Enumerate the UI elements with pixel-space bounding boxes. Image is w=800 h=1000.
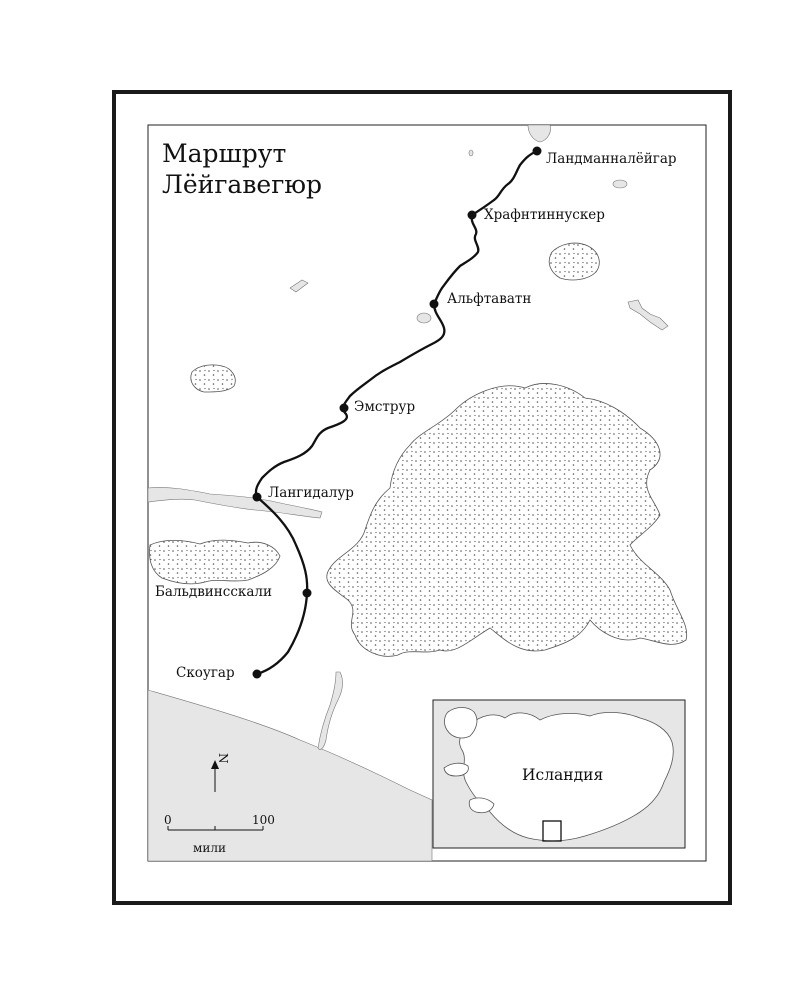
map-title-line1: Маршрут — [162, 139, 287, 168]
stop-marker-baldvinsskali — [303, 589, 312, 598]
scale-min: 0 — [164, 813, 172, 827]
stop-label-baldvinsskali: Бальдвинсскали — [155, 584, 272, 600]
stop-label-langidalur: Лангидалур — [268, 485, 354, 501]
stop-label-hrafntinnusker: Храфнтиннускер — [484, 207, 605, 223]
stop-marker-hrafntinnusker — [468, 211, 477, 220]
stop-marker-skogar — [253, 670, 262, 679]
lake — [613, 180, 627, 188]
north-label: N — [216, 753, 230, 764]
scale-unit: мили — [193, 841, 226, 855]
westfjords — [444, 708, 477, 739]
lake — [417, 313, 431, 323]
stop-label-emstrur: Эмструр — [354, 399, 416, 415]
inset-map — [433, 700, 685, 848]
stop-marker-langidalur — [253, 493, 262, 502]
scale-max: 100 — [252, 813, 275, 827]
inset-label-iceland: Исландия — [522, 766, 604, 784]
stop-label-skogar: Скоугар — [176, 665, 235, 681]
stop-marker-emstrur — [340, 404, 349, 413]
lake — [469, 150, 473, 156]
stop-marker-alftavatn — [430, 300, 439, 309]
glacier-west — [191, 365, 235, 392]
glacier-northeast — [549, 243, 599, 280]
stop-label-landmannalaugar: Ландманналёйгар — [546, 151, 677, 167]
stop-marker-landmannalaugar — [533, 147, 542, 156]
map-title-line2: Лёйгавегюр — [162, 170, 323, 199]
stop-label-alftavatn: Альфтаватн — [447, 291, 532, 307]
